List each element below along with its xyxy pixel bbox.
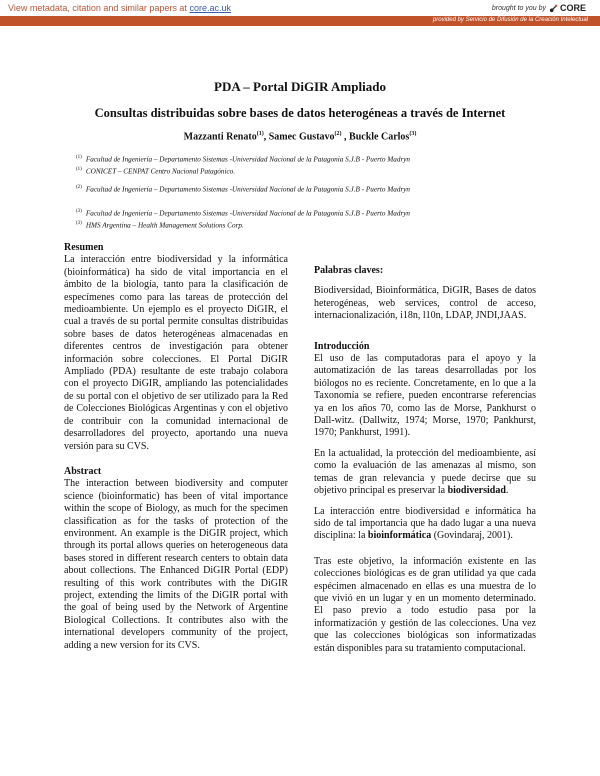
intro-p2-end: . bbox=[505, 485, 509, 497]
author-name: Samec Gustavo bbox=[268, 131, 335, 143]
affiliation-mark: (1) bbox=[76, 167, 82, 172]
resumen-text: La interacción entre biodiversidad y la informática (bioinformática) ha sido de vital importancia en el ámbito de la biología, tanto para la clasificación de especímenes como para las tareas de protección del medioambiente. Un ejemplo es el proyecto DiGIR, el cual a través de su portal permite consultas distribuidas sobre bases de datos heterogéneas almacenadas en diferentes centros de investigación para obtener información sobre colecciones. El Portal DiGIR Ampliado (PDA) resultante de este trabajo colabora con el proyecto DiGIR, ampliando las potencialidades de su portal con el objetivo de ser utilizado para la Red de Colecciones Biológicas Argentinas y con el objetivo de contribuir con la comunidad internacional de desarrolladores del proyecto, aportando una nueva versión para su CVS. bbox=[64, 254, 288, 452]
intro-p2-emphasis: biodiversidad bbox=[447, 485, 506, 497]
intro-p3-text: La interacción entre biodiversidad e informática ha sido de tal importancia que ha dado lugar a una nueva disciplina: la bbox=[314, 505, 536, 542]
affiliation-text: Facultad de Ingeniería – Departamento Sistemas -Universidad Nacional de la Patagonia S.J.B - Puerto Madryn bbox=[85, 155, 411, 164]
author-name: Mazzanti Renato bbox=[183, 131, 257, 143]
affiliation-mark: (1) bbox=[76, 155, 82, 160]
keywords-text: Biodiversidad, Bioinformática, DiGIR, Bases de datos heterogéneas, web services, control de acceso, internacionalización, i18n, l10n, LDAP, JNDI,JAAS. bbox=[314, 285, 536, 322]
right-column bbox=[314, 265, 536, 655]
core-logo-icon bbox=[549, 4, 558, 13]
resumen-heading: Resumen bbox=[64, 242, 104, 253]
affiliation bbox=[76, 209, 410, 217]
affiliation bbox=[76, 185, 410, 193]
affiliation-text: HMS Argentina – Health Management Solutions Corp. bbox=[85, 221, 244, 230]
intro-p3-emphasis: bioinformática bbox=[367, 530, 432, 542]
brought-by bbox=[492, 3, 586, 13]
brought-by-text: brought to you by bbox=[491, 4, 546, 12]
author-list bbox=[0, 131, 600, 142]
paper-subtitle: Consultas distribuidas sobre bases de datos heterogéneas a través de Internet bbox=[94, 106, 506, 120]
affiliation-text: Facultad de Ingeniería – Departamento Sistemas -Universidad Nacional de la Patagonia S.J.B - Puerto Madryn bbox=[85, 185, 411, 194]
affiliation-text: Facultad de Ingeniería – Departamento Sistemas -Universidad Nacional de la Patagonia S.J.B - Puerto Madryn bbox=[85, 209, 411, 218]
author-affil-mark: (3) bbox=[409, 131, 417, 137]
author-affil-mark: (2) bbox=[334, 131, 342, 137]
intro-heading: Introducción bbox=[314, 340, 370, 352]
paper-title: PDA – Portal DiGIR Ampliado bbox=[214, 79, 386, 94]
abstract-heading: Abstract bbox=[64, 465, 102, 477]
affiliation-mark: (3) bbox=[76, 209, 82, 214]
intro-paragraph-1: El uso de las computadoras para el apoyo y la automatización de las tareas desarrolladas por los biólogos no es reciente. Concretamente, en lo que a la Taxonomía se refiere, pueden encontrarse referencias ya en los años 70, como las de Morse, Pankhurst o Dall-witz. (Dallwitz, 1974; Morse, 1970; Pankhurst, 1970; Pankhurst, 1991). bbox=[314, 353, 536, 439]
core-logo[interactable] bbox=[549, 3, 586, 13]
author-separator: , bbox=[263, 131, 269, 143]
core-metadata-link[interactable] bbox=[8, 3, 231, 13]
intro-paragraph-4: Tras este objetivo, la información existente en las colecciones biológicas es de gran utilidad ya que cada espécimen almacenado en ellas es una muestra de lo que vivió en un lugar y en un momento determinado. El paso previo a todo estudio pasa por la informatización y gestión de las colecciones. Una vez que las colecciones biológicas son informatizadas están disponibles para su tratamiento computacional. bbox=[314, 555, 536, 654]
core-logo-label: CORE bbox=[559, 3, 586, 13]
affiliation bbox=[76, 167, 235, 175]
intro-p3-end: (Govindaraj, 2001). bbox=[431, 530, 513, 542]
core-link[interactable]: core.ac.uk bbox=[189, 3, 231, 13]
left-column bbox=[64, 242, 288, 652]
author-separator: , bbox=[341, 131, 350, 143]
affiliation-text: CONICET – CENPAT Centro Nacional Patagónico. bbox=[85, 167, 236, 176]
intro-paragraph-2 bbox=[314, 448, 536, 498]
affiliation-mark: (3) bbox=[76, 221, 82, 226]
intro-paragraph-3 bbox=[314, 506, 536, 543]
affiliation bbox=[76, 221, 244, 229]
keywords-heading: Palabras claves: bbox=[314, 265, 384, 276]
affiliation bbox=[76, 155, 410, 163]
provided-by-bar bbox=[0, 16, 600, 26]
author-affil-mark: (1) bbox=[256, 131, 264, 137]
intro-p2-text: En la actualidad, la protección del medioambiente, así como la evaluación de las amenazas al mismo, son temas de gran relevancia y puede decirse que su objetivo principal es preservar la bbox=[314, 447, 536, 497]
provided-by-text[interactable]: provided by Servicio de Difusión de la Creación Intelectual bbox=[432, 17, 588, 23]
core-banner bbox=[0, 0, 255, 16]
abstract-text: The interaction between biodiversity and computer science (bioinformatic) has been of vital importance within the scope of Biology, as much for the specimen classification as for the tasks of protection of the environment. An example is the DiGIR project, which through its portal allows queries on heterogeneous data bases stored in different research centers to obtain data about collections. The Enhanced DiGIR Portal (EDP) resulting of this work contributes with the DiGIR project, extending the limits of the DiGIR portal with the goal of being used by the Network of Argentine Biological Collections. It contributes also with the international developers community of the project, adding a new version for its CVS. bbox=[64, 478, 288, 651]
author-name: Buckle Carlos bbox=[349, 131, 410, 143]
affiliation-mark: (2) bbox=[76, 185, 82, 190]
core-metadata-text: View metadata, citation and similar papers at bbox=[8, 3, 190, 13]
